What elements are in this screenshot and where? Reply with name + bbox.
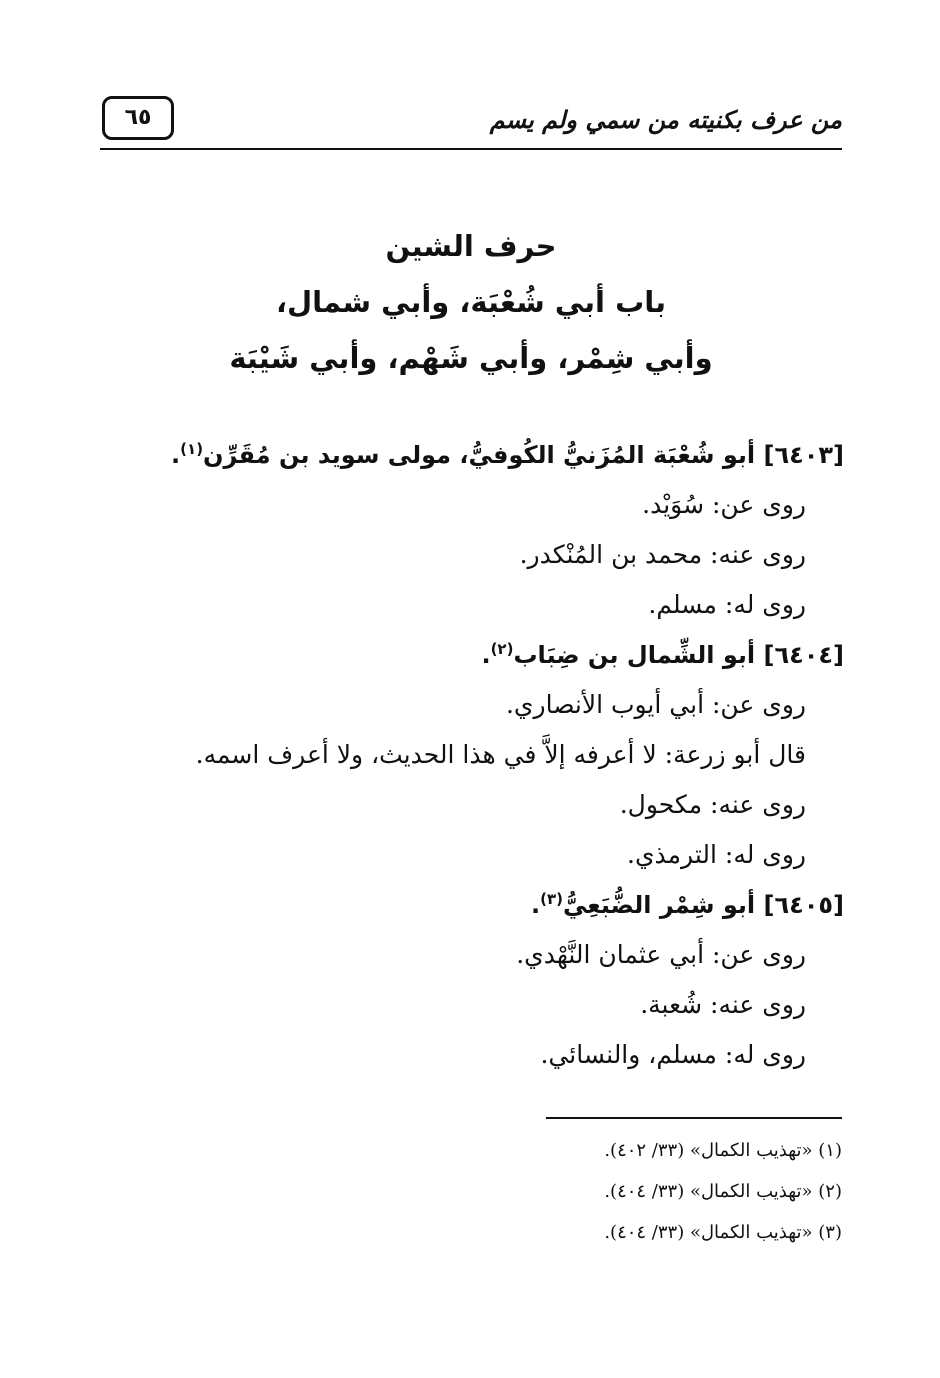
entry-title-text: [٦٤٠٥] أبو شِمْر الضُّبَعِيُّ [562,891,844,919]
entry-title [84,630,844,680]
entry-line: روى عن: أبي أيوب الأنصاري. [505,690,806,719]
entry-title-end: . [530,891,541,919]
footnote-ref: (٢) [490,640,514,658]
footnote: (٣) «تهذيب الكمال» (٣٣/ ٤٠٤). [604,1222,842,1243]
entry-line: روى له: الترمذي. [627,840,806,869]
entry-line: قال أبو زرعة: لا أعرفه إلاَّ في هذا الحديث، ولا أعرف اسمه. [195,740,806,769]
chapter-headings [100,218,842,386]
page-number: ٦٥ [124,105,152,130]
footnote-ref: (١) [180,440,204,458]
entry-line: روى عنه: مكحول. [619,790,806,819]
footnote: (١) «تهذيب الكمال» (٣٣/ ٤٠٢). [604,1140,842,1161]
entry-line: روى عنه: شُعبة. [640,990,806,1019]
entry-title [84,430,844,480]
footnote-rule [546,1117,842,1119]
entry-line: روى عن: أبي عثمان النَّهْدي. [516,940,806,969]
header-rule [100,148,842,150]
running-title: من عرف بكنيته من سمي ولم يسم [489,106,842,134]
footnotes [442,1130,842,1253]
page-number-box [102,96,174,140]
entry-line: روى له: مسلم، والنسائي. [540,1040,806,1069]
entry-line: روى له: مسلم. [648,590,806,619]
entry-title [84,880,844,930]
entry-line: روى عن: سُوَيْد. [642,490,806,519]
footnote-ref: (٣) [540,890,563,908]
entry-line: روى عنه: محمد بن المُنْكدر. [519,540,806,569]
entry-title-end: . [481,641,491,669]
chapter-title-line-1: باب أبي شُعْبَة، وأبي شمال، [275,285,667,319]
entry-title-text: [٦٤٠٤] أبو الشِّمال بن ضِبَاب [513,641,844,669]
section-heading: حرف الشين [385,229,557,263]
entry-title-text: [٦٤٠٣] أبو شُعْبَة المُزَنيُّ الكُوفيُّ، مولى سويد بن مُقَرِّن [203,441,844,469]
chapter-title-line-2: وأبي شِمْر، وأبي شَهْم، وأبي شَيْبَة [229,341,713,375]
footnote: (٢) «تهذيب الكمال» (٣٣/ ٤٠٤). [604,1181,842,1202]
entry-title-end: . [171,441,181,469]
entries-body [84,430,844,1080]
page-header [100,88,842,152]
